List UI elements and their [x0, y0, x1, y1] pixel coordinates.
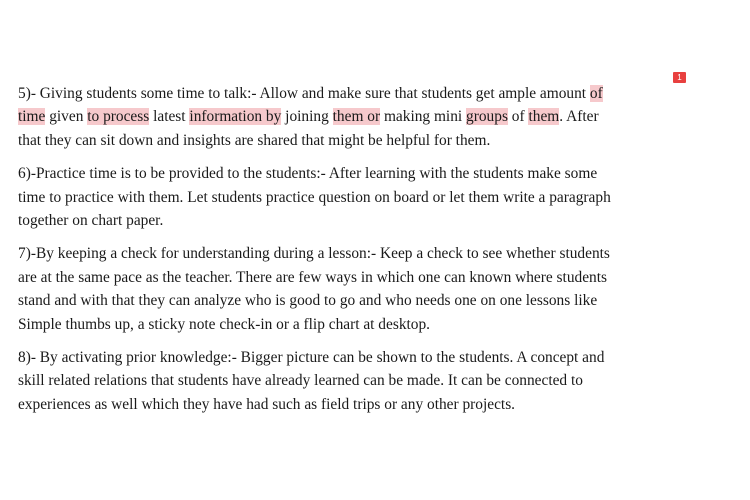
text-line	[18, 186, 700, 209]
document-body	[18, 82, 700, 416]
text-run: 8)- By activating prior knowledge:- Bigger picture can be shown to the students. A concept and	[18, 348, 605, 366]
text-run: given	[45, 108, 88, 126]
text-run: . After	[559, 108, 599, 126]
text-line	[18, 242, 700, 265]
text-run: latest	[149, 108, 190, 126]
text-run: 6)-Practice time is to be provided to the students:- After learning with the students make some	[18, 165, 598, 183]
text-run: stand and with that they can analyze who is good to go and who needs one on one lessons like	[18, 292, 598, 310]
text-run: skill related relations that students have already learned can be made. It can be connected to	[18, 372, 583, 390]
text-run: are at the same pace as the teacher. There are few ways in which one can known where students	[18, 268, 608, 286]
highlighted-text[interactable]: information by	[189, 108, 282, 126]
text-run: joining	[281, 108, 333, 126]
text-run: 5)- Giving students some time to talk:- Allow and make sure that students get ample amount	[18, 85, 590, 102]
text-line	[18, 369, 700, 392]
comment-marker-icon[interactable]: 1	[673, 72, 686, 83]
text-line	[18, 313, 700, 336]
highlighted-text[interactable]: of	[589, 85, 603, 102]
highlighted-text[interactable]: to process	[87, 108, 150, 126]
text-run: 7)-By keeping a check for understanding during a lesson:- Keep a check to see whether students	[18, 245, 610, 263]
paragraph-5	[18, 82, 700, 152]
text-line	[18, 105, 700, 128]
highlighted-text[interactable]: time	[18, 108, 46, 126]
text-run: time to practice with them. Let students practice question on board or let them write a paragraph	[18, 188, 611, 206]
text-line	[18, 82, 700, 105]
text-line	[18, 393, 700, 416]
text-run: Simple thumbs up, a sticky note check-in or a flip chart at desktop.	[18, 315, 431, 333]
text-run: that they can sit down and insights are shared that might be helpful for them.	[18, 131, 491, 149]
text-run: of	[507, 108, 529, 126]
paragraph-6	[18, 162, 700, 232]
paragraph-8	[18, 346, 700, 416]
text-line	[18, 209, 700, 232]
text-run: making mini	[380, 108, 467, 126]
document-page	[18, 82, 700, 426]
text-line	[18, 266, 700, 289]
text-line	[18, 129, 700, 152]
highlighted-text[interactable]: them	[528, 108, 560, 126]
highlighted-text[interactable]: them or	[332, 108, 381, 126]
text-run: experiences as well which they have had such as field trips or any other projects.	[18, 395, 516, 413]
text-run: together on chart paper.	[18, 211, 164, 229]
highlighted-text[interactable]: groups	[466, 108, 508, 126]
paragraph-7	[18, 242, 700, 336]
text-line	[18, 162, 700, 185]
text-line	[18, 289, 700, 312]
text-line	[18, 346, 700, 369]
